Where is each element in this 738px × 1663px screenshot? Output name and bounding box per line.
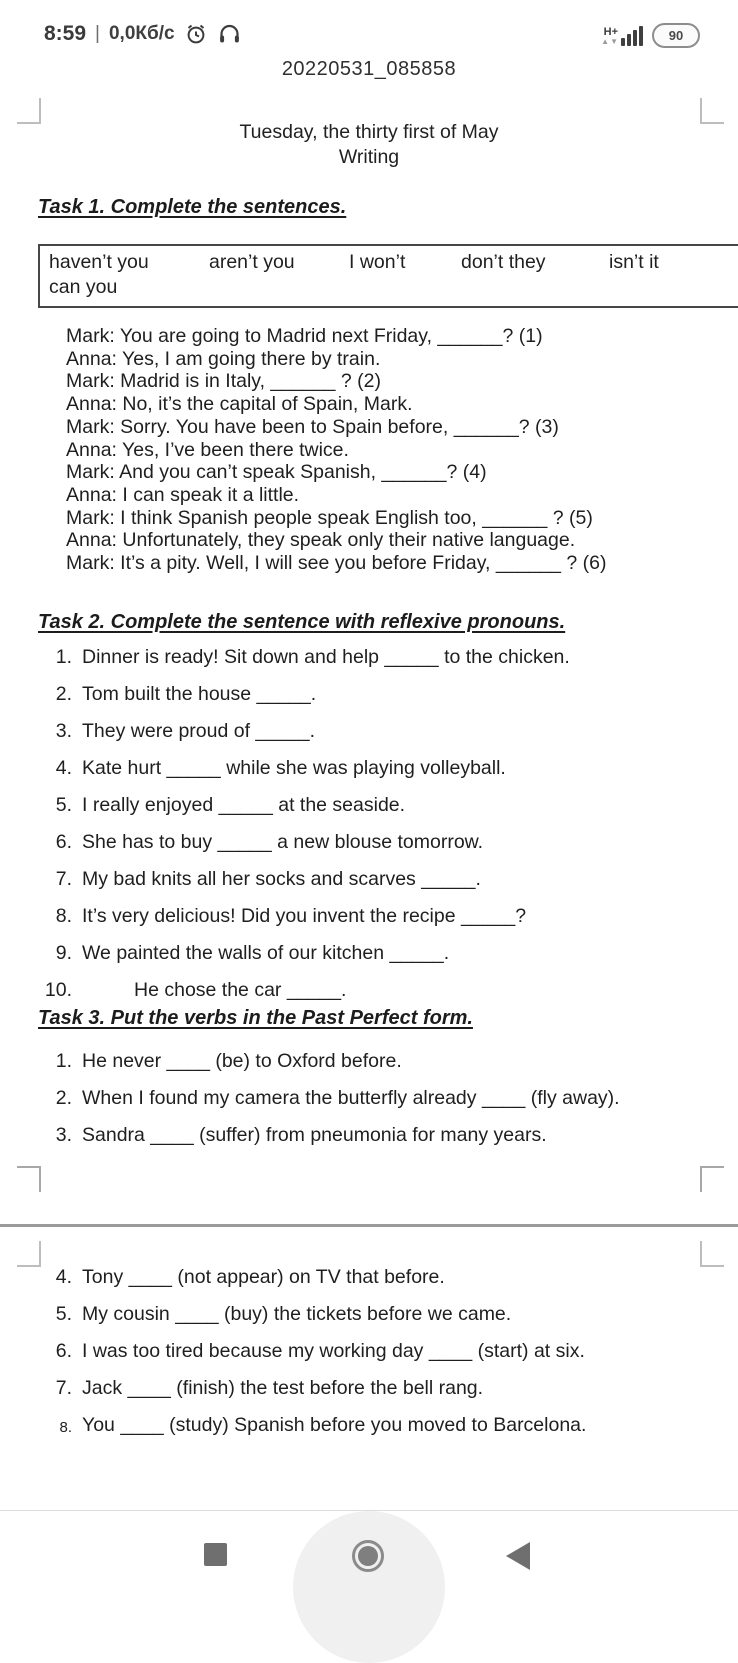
item-number: 1. <box>55 1050 72 1072</box>
task2-list <box>38 646 722 1016</box>
item-number: 10. <box>44 979 72 1001</box>
item-text: We painted the walls of our kitchen _____. <box>82 942 450 964</box>
word-bank-word: haven’t you <box>49 251 149 273</box>
item-text: She has to buy _____ a new blouse tomorrow. <box>82 831 484 853</box>
task-item <box>38 1266 722 1288</box>
task3-list-page2 <box>38 1266 722 1454</box>
task-item <box>38 1303 722 1325</box>
page1-corner-bottom-left <box>17 1166 41 1192</box>
task-item <box>38 646 722 668</box>
item-number: 3. <box>55 1124 72 1146</box>
document-subject-heading: Writing <box>338 146 400 168</box>
item-text: Tom built the house _____. <box>82 683 317 705</box>
dialogue-line: Mark: Sorry. You have been to Spain before, ______? (3) <box>66 415 559 438</box>
recents-square-icon[interactable] <box>204 1543 227 1566</box>
task-item <box>38 683 722 705</box>
page2-corner-top-right <box>700 1241 724 1267</box>
task2-title: Task 2. Complete the sentence with reflexive pronouns. <box>38 611 566 633</box>
page2-corner-top-left <box>17 1241 41 1267</box>
item-number: 7. <box>55 868 72 890</box>
status-bar-right <box>601 18 700 48</box>
back-triangle-icon[interactable] <box>506 1542 530 1570</box>
task-item <box>38 868 722 890</box>
task-item <box>38 1124 722 1146</box>
dialogue-line: Mark: You are going to Madrid next Friday, ______? (1) <box>66 325 543 347</box>
item-text: When I found my camera the butterfly already ____ (fly away). <box>82 1087 620 1109</box>
item-number: 6. <box>55 831 72 853</box>
dialogue-line: Mark: It’s a pity. Well, I will see you before Friday, ______ ? (6) <box>66 552 607 575</box>
item-text: I really enjoyed _____ at the seaside. <box>82 794 406 816</box>
page1-corner-bottom-right <box>700 1166 724 1192</box>
item-number: 5. <box>55 794 72 816</box>
page-divider <box>0 1224 738 1227</box>
battery-indicator <box>652 23 700 48</box>
task-item <box>38 720 722 742</box>
data-transfer-arrows-icon: ▲ ▼ <box>601 37 618 46</box>
task-item <box>38 757 722 779</box>
dialogue-line: Anna: Yes, I am going there by train. <box>66 347 381 370</box>
task1-dialogue <box>66 325 686 575</box>
item-text: It’s very delicious! Did you invent the recipe _____? <box>82 905 527 927</box>
task-item <box>38 905 722 927</box>
alarm-icon <box>184 22 208 46</box>
home-dot <box>358 1546 378 1566</box>
dialogue-line: Anna: Unfortunately, they speak only their native language. <box>66 529 576 552</box>
word-bank-word: can you <box>49 276 118 298</box>
item-number: 4. <box>55 757 72 779</box>
item-text: My cousin ____ (buy) the tickets before we came. <box>82 1303 512 1325</box>
word-bank-word: aren’t you <box>209 251 295 273</box>
home-circle-icon[interactable] <box>352 1540 384 1572</box>
word-bank-word: isn’t it <box>609 251 659 273</box>
task-item <box>38 1340 722 1362</box>
dialogue-line: Mark: And you can’t speak Spanish, ______? (4) <box>66 461 487 484</box>
network-speed: 0,0Кб/с <box>108 23 175 44</box>
item-text: He chose the car _____. <box>134 979 347 1001</box>
item-number: 2. <box>55 683 72 705</box>
task-item <box>38 1377 722 1399</box>
item-number: 2. <box>55 1087 72 1109</box>
item-number: 6. <box>55 1340 72 1362</box>
item-number: 3. <box>55 720 72 742</box>
battery-level: 90 <box>668 28 684 43</box>
item-text: I was too tired because my working day ____ (start) at six. <box>82 1340 585 1362</box>
status-bar-left <box>44 20 242 48</box>
task-item <box>38 831 722 853</box>
dialogue-line: Anna: No, it’s the capital of Spain, Mark. <box>66 393 413 416</box>
word-bank-word: I won’t <box>349 251 406 273</box>
item-text: They were proud of _____. <box>82 720 316 742</box>
item-number: 8. <box>55 905 72 927</box>
dialogue-line: Mark: I think Spanish people speak English too, ______ ? (5) <box>66 506 593 529</box>
item-text: My bad knits all her socks and scarves _____. <box>82 868 481 890</box>
signal-bars-icon <box>601 26 643 48</box>
task-item <box>38 979 722 1001</box>
item-number: 8. <box>59 1419 72 1436</box>
item-text: Jack ____ (finish) the test before the bell rang. <box>82 1377 484 1399</box>
task-item <box>38 1087 722 1109</box>
word-bank-word: don’t they <box>461 251 546 273</box>
item-text: He never ____ (be) to Oxford before. <box>82 1050 402 1072</box>
item-number: 7. <box>55 1377 72 1399</box>
dialogue-line: Mark: Madrid is in Italy, ______ ? (2) <box>66 370 382 393</box>
item-text: You ____ (study) Spanish before you moved to Barcelona. <box>82 1414 587 1436</box>
home-button-backdrop <box>293 1511 445 1663</box>
task1-word-bank <box>38 244 738 308</box>
document-date-heading: Tuesday, the thirty first of May <box>239 121 499 143</box>
network-type-label: H+ <box>603 26 618 38</box>
item-text: Kate hurt _____ while she was playing volleyball. <box>82 757 506 779</box>
status-separator: | <box>95 23 100 44</box>
task-item <box>38 794 722 816</box>
item-text: Sandra ____ (suffer) from pneumonia for many years. <box>82 1124 547 1146</box>
photo-title: 20220531_085858 <box>281 58 457 80</box>
item-number: 9. <box>55 942 72 964</box>
item-text: Tony ____ (not appear) on TV that before. <box>82 1266 445 1288</box>
task1-title: Task 1. Complete the sentences. <box>38 196 347 218</box>
task-item <box>38 1414 722 1439</box>
task-item <box>38 942 722 964</box>
item-number: 4. <box>55 1266 72 1288</box>
item-text: Dinner is ready! Sit down and help _____ to the chicken. <box>82 646 570 668</box>
item-number: 5. <box>55 1303 72 1325</box>
item-number: 1. <box>55 646 72 668</box>
clock-time: 8:59 <box>44 22 87 45</box>
headphones-icon <box>217 22 242 46</box>
task-item <box>38 1050 722 1072</box>
task3-list-page1 <box>38 1050 722 1161</box>
dialogue-line: Anna: I can speak it a little. <box>66 483 300 506</box>
dialogue-line: Anna: Yes, I’ve been there twice. <box>66 438 349 461</box>
task3-title: Task 3. Put the verbs in the Past Perfect form. <box>38 1007 473 1029</box>
